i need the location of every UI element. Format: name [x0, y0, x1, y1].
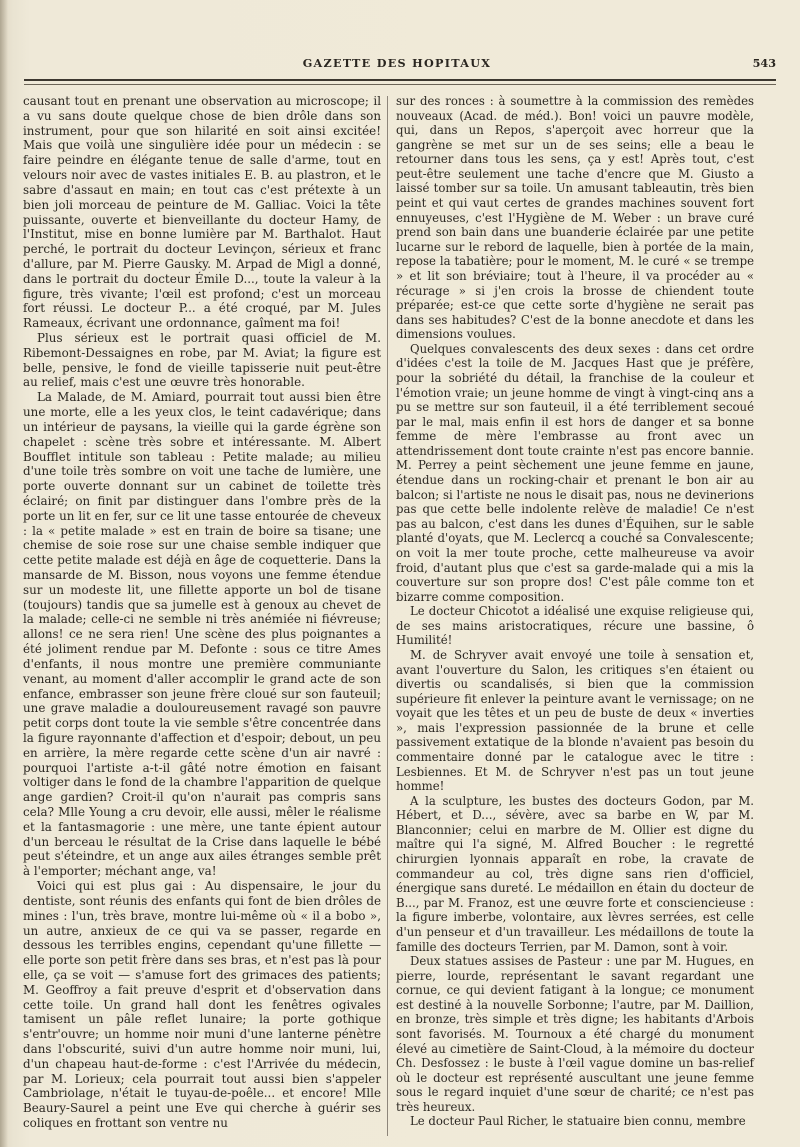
left-column [23, 94, 381, 1131]
paragraph: Quelques convalescents des deux sexes : dans cet ordre d'idées c'est la toile de M. Jacques Hast que je préfère, pour la sobriété du détail, la franchise de la couleur et l'émotion vraie; un jeune homme de vingt à vingt-cinq ans a pu se mettre sur son fauteuil, il a été terriblement secoué par le mal, mais enfin il est hors de danger et sa bonne femme de mère l'embrasse au front avec un attendrissement dont toute crainte n'est pas encore bannie. M. Perrey a peint sèchement une jeune femme en jaune, étendue dans un rocking-chair et prenant le bon air au balcon; si l'artiste ne nous le disait pas, nous ne devinerions pas que cette belle indolente relève de maladie! Ce n'est pas au balcon, c'est dans les dunes d'Équihen, sur le sable planté d'oyats, que M. Leclercq a couché sa Convalescente; on voit la mer toute proche, cette malheureuse va avoir froid, d'autant plus que c'est sa garde-malade qui a mis la couverture sur son propre dos! C'est pâle comme ton et bizarre comme composition. [396, 341, 754, 604]
paragraph: La Malade, de M. Amiard, pourrait tout aussi bien être une morte, elle a les yeux clos, le teint cadavérique; dans un intérieur de paysans, la vieille qui la garde égrène son chapelet : scène très sobre et intéressante. M. Albert Boufflet intitule son tableau : Petite malade; au milieu d'une toile très sombre on voit une tache de lumière, une porte ouverte donnant sur un cabinet de toilette très éclairé; on finit par distinguer dans l'ombre près de la porte un lit en fer, sur ce lit une tasse entourée de cheveux : la « petite malade » est en train de boire sa tisane; une chemise de soie rose sur une chaise semble indiquer que cette petite malade est déjà en âge de coquetterie. Dans la mansarde de M. Bisson, nous voyons une femme étendue sur un modeste lit, une fillette apporte un bol de tisane (toujours) tandis que sa jumelle est à genoux au chevet de la malade; celle-ci ne semble ni très anémiée ni fiévreuse; allons! ce ne sera rien! Une scène des plus poignantes a été joliment rendue par M. Defonte : sous ce titre Ames d'enfants, il nous montre une première communiante venant, au moment d'aller accomplir le grand acte de son enfance, embrasser son jeune frère cloué sur son fauteuil; une grave maladie a douloureusement ravagé son pauvre petit corps dont toute la vie semble s'être concentrée dans la figure rayonnante d'affection et d'espoir; debout, un peu en arrière, la mère regarde cette scène d'un air navré : pourquoi l'artiste a-t-il gâté notre émotion en faisant voltiger dans le fond de la chambre l'apparition de quelque ange gardien? Croit-il qu'on n'aurait pas compris sans cela? Mlle Young a cru devoir, elle aussi, mêler le réalisme et la fantasmagorie : une mère, une tante épient autour d'un berceau le résultat de la Crise dans laquelle le bébé peut s'éteindre, et un ange aux ailes étranges semble prêt à l'emporter; méchant ange, va! [23, 390, 381, 879]
paragraph: Le docteur Paul Richer, le statuaire bien connu, membre [410, 1114, 746, 1129]
page-header [12, 52, 782, 74]
paragraph: Le docteur Chicotot a idéalisé une exquise religieuse qui, de ses mains aristocratiques, récure une bassine, ô Humilité! [396, 604, 754, 648]
header-rule-thick [24, 79, 776, 81]
paragraph: sur des ronces : à soumettre à la commission des remèdes nouveaux (Acad. de méd.). Bon! voici un pauvre modèle, qui, dans un Repos, s'aperçoit avec horreur que la gangrène se met sur un de ses seins; elle a beau le retourner dans tous les sens, ça y est! Après tout, c'est peut-être seulement une tache d'encre que M. Giusto a laissé tomber sur sa toile. Un amusant tableautin, très bien peint et qui vaut certes de grandes machines souvent fort ennuyeuses, c'est l'Hygiène de M. Weber : un brave curé prend son bain dans une buanderie éclairée par une petite lucarne sur le rebord de laquelle, bien à portée de la main, repose la tabatière; pour le moment, M. le curé « se trempe » et lit son bréviaire; tout à l'heure, il va procéder au « récurage » si j'en crois la brosse de chiendent toute préparée; est-ce que cette sorte d'hygiène ne serait pas dans ses habitudes? C'est de la bonne anecdote et dans les dimensions voulues. [396, 94, 754, 342]
page-binding-shadow [0, 0, 8, 1147]
paragraph: Deux statues assises de Pasteur : une par M. Hugues, en pierre, lourde, représentant le savant regardant une cornue, ce qui devient fatigant à la longue; ce monument est destiné à la nouvelle Sorbonne; l'autre, par M. Daillion, en bronze, très simple et très digne; les habitants d'Arbois sont favorisés. M. Tournoux a été chargé du monument élevé au cimetière de Saint-Cloud, à la mémoire du docteur Ch. Desfossez : le buste à l'œil vague domine un bas-relief où le docteur est représenté auscultant une jeune femme sous le regard inquiet d'une sœur de charité; ce n'est pas très heureux. [396, 954, 754, 1114]
paragraph: M. de Schryver avait envoyé une toile à sensation et, avant l'ouverture du Salon, les critiques s'en étaient ou divertis ou scandalisés, si bien que la commission supérieure fit enlever la peinture avant le vernissage; on ne voyait que les têtes et un peu de buste de deux « inverties », mais l'expression passionnée de la brune et celle passivement extatique de la blonde n'avaient pas besoin du commentaire donné par le catalogue avec le titre : Lesbiennes. Et M. de Schryver n'est pas un tout jeune homme! [396, 647, 754, 794]
page-number: 543 [752, 56, 776, 70]
paragraph: A la sculpture, les bustes des docteurs Godon, par M. Hébert, et D..., sévère, avec sa barbe en W, par M. Blanconnier; celui en marbre de M. Ollier est digne du maître qui l'a signé, M. Alfred Boucher : le regretté chirurgien lyonnais apparaît en robe, la cravate de commandeur au col, très digne sans rien d'officiel, énergique sans dureté. Le médaillon en étain du docteur de B..., par M. Franoz, est une œuvre forte et consciencieuse : la figure imberbe, volontaire, aux lèvres serrées, est celle d'un penseur et d'un travailleur. Les médaillons de toute la famille des docteurs Terrien, par M. Damon, sont à voir. [396, 793, 754, 954]
paragraph: Voici qui est plus gai : Au dispensaire, le jour du dentiste, sont réunis des enfants qui font de bien drôles de mines : l'un, très brave, montre lui-même où « il a bobo », un autre, anxieux de ce qui va se passer, regarde en dessous les terribles engins, cependant qu'une fillette — elle porte son petit frère dans ses bras, et n'est pas là pour elle, ça se voit — s'amuse fort des grimaces des patients; M. Geoffroy a fait preuve d'esprit et d'observation dans cette toile. Un grand hall dont les fenêtres ogivales tamisent un pâle reflet lunaire; la porte gothique s'entr'ouvre; un homme noir muni d'une lanterne pénètre dans l'obscurité, suivi d'un autre homme noir muni, lui, d'un chapeau haut-de-forme : c'est l'Arrivée du médecin, par M. Lorieux; cela pourrait tout aussi bien s'appeler Cambriolage, n'était le tuyau-de-poêle... et encore! Mlle Beaury-Saurel a peint une Eve qui cherche à guérir ses coliques en frottant son ventre nu [23, 879, 381, 1131]
header-rule-thin [24, 84, 776, 85]
journal-title: GAZETTE DES HOPITAUX [302, 56, 492, 70]
paragraph: Plus sérieux est le portrait quasi officiel de M. Ribemont-Dessaignes en robe, par M. Aviat; la figure est belle, pensive, le fond de vieille tapisserie nuit peut-être au relief, mais c'est une œuvre très honorable. [23, 331, 381, 390]
column-divider [387, 96, 388, 1136]
right-column [396, 94, 754, 1129]
paragraph: causant tout en prenant une observation au microscope; il a vu sans doute quelque chose de bien drôle dans son instrument, pour que son hilarité en soit ainsi excitée! Mais que voilà une singulière idée pour un médecin : se faire peindre en élégante tenue de salle d'arme, tout en velours noir avec de vastes initiales E. B. au plastron, et le sabre d'assaut en main; en tout cas c'est prétexte à un bien joli morceau de peinture de M. Galliac. Voici la tête puissante, ouverte et bienveillante du docteur Hamy, de l'Institut, mise en bonne lumière par M. Barthalot. Haut perché, le portrait du docteur Levinçon, sérieux et franc d'allure, par M. Pierre Gausky. M. Arpad de Migl a donné, dans le portrait du docteur Émile D..., toute la valeur à la figure, très vivante; l'œil est profond; c'est un morceau fort réussi. Le docteur P... a été croqué, par M. Jules Rameaux, écrivant une ordonnance, gaîment ma foi! [23, 94, 381, 331]
